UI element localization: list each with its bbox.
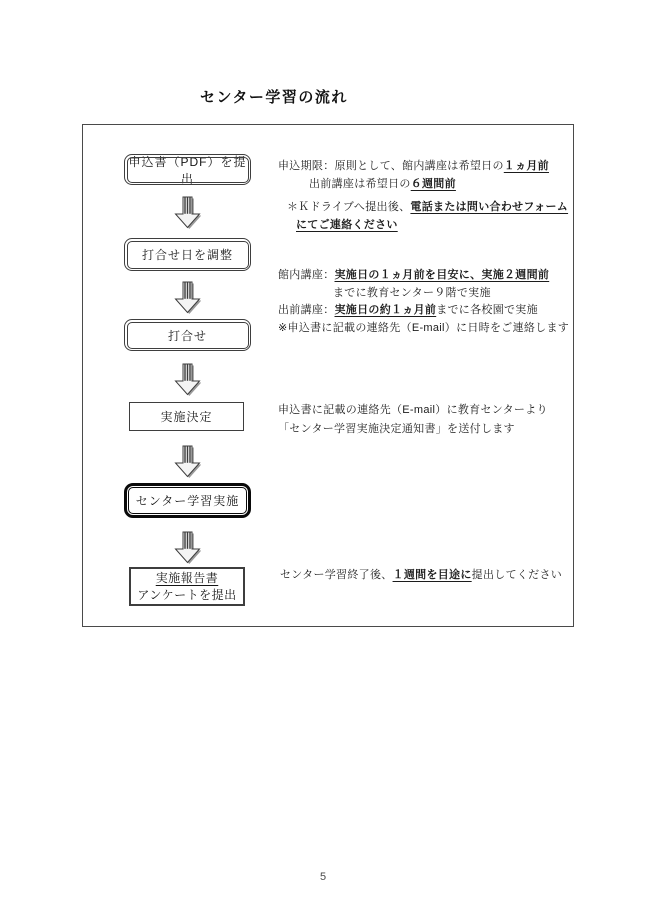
note-emphasis: ６週間前	[410, 177, 456, 190]
note-meeting-details	[278, 267, 569, 337]
note-line	[278, 420, 548, 439]
down-arrow-icon	[174, 445, 201, 478]
flow-box-center-learning	[124, 483, 251, 518]
note-report-deadline	[280, 567, 562, 585]
flow-box-label: 打合せ日を調整	[141, 248, 233, 262]
note-decision-notice	[278, 401, 548, 439]
note-kdrive-contact	[287, 199, 568, 234]
flow-box-label-line1: 実施報告書	[155, 570, 219, 585]
note-text: 出前講座は希望日の	[309, 177, 411, 190]
note-emphasis: １週間を目途に	[392, 569, 472, 581]
note-text: センター学習終了後、	[280, 569, 393, 581]
flow-box-submit-report	[129, 567, 245, 606]
page-number: 5	[319, 871, 327, 883]
note-line	[278, 176, 549, 194]
flowchart-frame	[82, 124, 574, 627]
flow-box-label: 申込書（PDF）を提出	[128, 154, 247, 186]
note-application-deadline	[278, 158, 549, 193]
note-line	[278, 302, 569, 320]
note-line	[278, 320, 569, 338]
note-line	[280, 567, 562, 585]
note-text: ＊Ｋドライブへ提出後、	[287, 201, 411, 213]
flow-box-submit-application	[124, 154, 251, 185]
note-line	[278, 401, 548, 420]
note-text: 館内講座：	[278, 269, 335, 281]
flow-box-label: 打合せ	[167, 328, 207, 343]
note-line	[287, 199, 568, 217]
note-emphasis: 実施日の１ヵ月前を目安に、実施２週間前	[334, 269, 550, 281]
note-text: までに各校園で実施	[436, 304, 538, 316]
note-text: ※申込書に記載の連絡先（E-mail）に日時をご連絡します	[278, 321, 570, 334]
down-arrow-icon	[174, 531, 201, 564]
flow-box-label: 実施決定	[160, 410, 213, 424]
flow-box-implementation-decision	[129, 402, 244, 431]
note-text: までに教育センター９階で実施	[333, 286, 491, 299]
flow-box-schedule-meeting-date	[124, 238, 251, 271]
note-line	[287, 217, 568, 235]
down-arrow-icon	[174, 196, 201, 229]
flow-box-label-line2: アンケートを提出	[137, 587, 237, 602]
note-emphasis: １ヵ月前	[503, 160, 549, 172]
note-text: 提出してください	[471, 569, 563, 581]
note-text: 「センター学習実施決定通知書」を送付します	[278, 423, 515, 435]
note-emphasis: 電話または問い合わせフォーム	[410, 201, 569, 213]
flow-box-label: センター学習実施	[135, 494, 240, 508]
note-line	[278, 285, 569, 303]
note-line	[278, 158, 549, 176]
down-arrow-icon	[174, 281, 201, 314]
note-text: 申込書に記載の連絡先（E-mail）に教育センターより	[278, 404, 548, 416]
note-text: 申込期限：原則として、館内講座は希望日の	[278, 160, 504, 172]
flow-box-meeting	[124, 319, 251, 351]
note-emphasis: にてご連絡ください	[296, 218, 398, 231]
down-arrow-icon	[174, 363, 201, 396]
note-emphasis: 実施日の約１ヵ月前	[334, 304, 437, 316]
note-line	[278, 267, 569, 285]
page-title: センター学習の流れ	[200, 89, 348, 106]
note-text: 出前講座：	[278, 304, 335, 316]
